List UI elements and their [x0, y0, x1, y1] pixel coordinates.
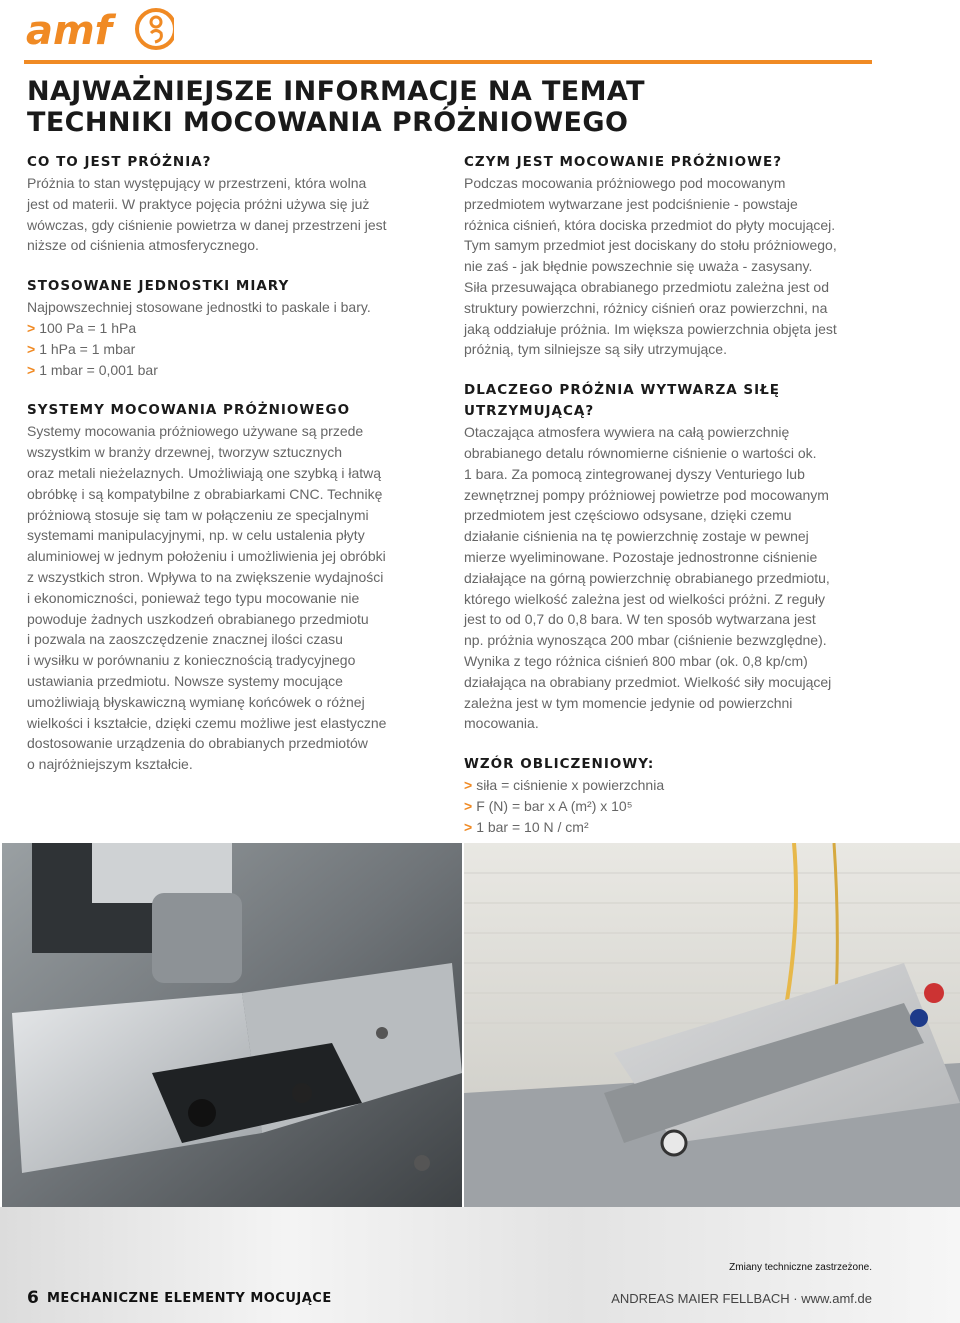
left-column: [27, 152, 447, 795]
text-line: np. próżnia wynosząca 200 mbar (ciśnienie bezwzględne).: [464, 632, 827, 649]
list-item: [27, 339, 447, 360]
text-line: oraz metali nieżelaznych. Umożliwiają one szybką i łatwą: [27, 464, 382, 481]
text-line: zewnętrznej pompy próżniowej powietrze pod mocowanym: [464, 486, 829, 503]
heading-line: DLACZEGO PRÓŻNIA WYTWARZA SIŁĘ: [464, 382, 781, 399]
section-heading: STOSOWANE JEDNOSTKI MIARY: [27, 278, 290, 295]
list-item-text: 1 hPa = 1 mbar: [39, 340, 136, 357]
list-item: [464, 775, 884, 796]
text-line: próżnią, tym silniejsze są siły utrzymujące.: [464, 341, 727, 358]
text-line: Tym samym przedmiot jest dociskany do stołu próżniowego,: [464, 237, 837, 254]
text-line: przedmiotem wytwarzane jest podciśnienie - powstaje: [464, 195, 798, 212]
text-line: niższe od ciśnienia atmosferycznego.: [27, 237, 259, 254]
text-line: powoduje żadnych uszkodzeń obrabianego przedmiotu: [27, 610, 369, 627]
text-line: i wysiłku w porównaniu z koniecznością tradycyjnego: [27, 652, 356, 669]
text-line: wielkości i kształcie, dzięki czemu możliwe jest elastyczne: [27, 714, 387, 731]
header-rule: [24, 60, 872, 64]
page-title: [27, 76, 645, 138]
text-line: 1 bara. Za pomocą zintegrowanej dyszy Venturiego lub: [464, 465, 805, 482]
photo-strip: [0, 843, 960, 1207]
section-why-force: [464, 380, 884, 734]
section-text: [464, 173, 884, 360]
text-line: jest to od 0,7 do 0,8 bara. W ten sposób wytwarzana jest: [464, 611, 816, 628]
text-line: Otaczająca atmosfera wywiera na całą powierzchnię: [464, 424, 790, 441]
arrow-icon: >: [27, 319, 36, 336]
cnc-clamping-photo: [2, 843, 462, 1207]
list-item: [464, 796, 884, 817]
text-line: systemami manipulacyjnymi, np. w celu ustalenia płyty: [27, 527, 365, 544]
page-number: 6: [27, 1288, 39, 1308]
text-line: mierze wyeliminowane. Pozostaje jednostronne ciśnienie: [464, 548, 818, 565]
text-line: Próżnia to stan występujący w przestrzeni, która wolna: [27, 175, 367, 191]
text-line: różnica ciśnień, która dociska przedmiot do płyty mocującej.: [464, 216, 836, 233]
list-item-text: 1 bar = 10 N / cm²: [476, 818, 589, 835]
text-line: Siła przesuwająca obrabianego przedmiotu zależna jest od: [464, 278, 829, 295]
text-line: wszystkim w branży drzewnej, tworzyw sztucznych: [27, 444, 343, 461]
text-line: próżniową stosuje się tam w połączeniu ze specjalnymi: [27, 506, 369, 523]
arrow-icon: >: [27, 361, 36, 378]
section-heading: CO TO JEST PRÓŻNIA?: [27, 154, 212, 170]
arrow-icon: >: [464, 777, 473, 794]
text-line: i ekonomiczności, ponieważ tego typu mocowanie nie: [27, 589, 360, 606]
section-heading: SYSTEMY MOCOWANIA PRÓŻNIOWEGO: [27, 402, 351, 419]
list-item: [27, 318, 447, 339]
section-intro: [27, 297, 447, 318]
text-line: aluminiowej w jednym położeniu i umożliwienia jej obróbki: [27, 548, 386, 565]
svg-text:amf: amf: [26, 8, 113, 54]
text-line: nie zaś - jak błędnie powszechnie się uważa - zasysany.: [464, 258, 813, 275]
section-units: [27, 276, 447, 380]
list-item: [464, 817, 884, 838]
list-item-text: 1 mbar = 0,001 bar: [39, 361, 158, 378]
section-what-is-clamping: [464, 152, 884, 360]
text-line: jaką oddziałuje próżnia. Im większa powierzchnia objęta jest: [464, 320, 837, 337]
text-line: Wynika z tego różnica ciśnień 800 mbar (ok. 0,8 kp/cm): [464, 652, 808, 669]
section-text: [27, 173, 447, 256]
amf-logo: [24, 6, 174, 54]
text-line: działanie ciśnienia na tę powierzchnię zostaje w pewnej: [464, 528, 809, 545]
text-line: struktury powierzchni, różnicy ciśnień oraz powierzchni, na: [464, 299, 828, 316]
text-line: obrabianego detalu równomierne ciśnienie o wartości ok.: [464, 444, 817, 461]
text-line: działająca na obrabiany przedmiot. Wielkość siły mocującej: [464, 673, 832, 690]
text-line: Podczas mocowania próżniowego pod mocowanym: [464, 175, 786, 191]
text-line: z wszystkich stron. Wpływa to na zwiększenie wydajności: [27, 568, 384, 585]
title-line: NAJWAŻNIEJSZE INFORMACJE NA TEMAT: [27, 76, 645, 107]
text-line: o najróżniejszym kształcie.: [27, 756, 193, 773]
arrow-icon: >: [27, 340, 36, 357]
text-line: wówczas, gdy ciśnienie powietrza w danej przestrzeni jest: [27, 216, 387, 233]
section-heading: CZYM JEST MOCOWANIE PRÓŻNIOWE?: [464, 154, 783, 170]
text-line: umożliwiają błyskawiczną wymianę końcówek o różnej: [27, 693, 365, 710]
text-line: jest od materii. W praktyce pojęcia próżni używa się już: [27, 195, 370, 212]
section-text: [464, 422, 884, 734]
list-item-text: F (N) = bar x A (m²) x 10⁵: [476, 797, 633, 814]
technical-notice: Zmiany techniczne zastrzeżone.: [729, 1262, 872, 1273]
company-info: ANDREAS MAIER FELLBACH · www.amf.de: [611, 1291, 872, 1306]
section-text: [27, 421, 447, 775]
arrow-icon: >: [464, 818, 473, 835]
list-item: [27, 360, 447, 381]
text-line: ustawiania przedmiotu. Nowsze systemy mocujące: [27, 672, 343, 689]
arrow-icon: >: [464, 797, 473, 814]
text-line: dostosowanie urządzenia do obrabianych przedmiotów: [27, 735, 368, 752]
text-line: Najpowszechniej stosowane jednostki to paskale i bary.: [27, 299, 371, 316]
section-heading: [464, 380, 884, 422]
text-line: Systemy mocowania próżniowego używane są przede: [27, 423, 364, 440]
text-line: mocowania.: [464, 715, 539, 732]
heading-line: UTRZYMUJĄCĄ?: [464, 403, 595, 420]
text-line: działające na górną powierzchnię obrabianego przedmiotu,: [464, 569, 830, 586]
section-what-is-vacuum: [27, 152, 447, 256]
title-line: TECHNIKI MOCOWANIA PRÓŻNIOWEGO: [27, 107, 629, 138]
text-line: przedmiotem jest częściowo odsysane, dzięki czemu: [464, 507, 792, 524]
footer-section-name: MECHANICZNE ELEMENTY MOCUJĄCE: [47, 1291, 332, 1306]
text-line: którego wielkość zależna jest od wielkości próżni. Z reguły: [464, 590, 826, 607]
vacuum-table-photo: [464, 843, 960, 1207]
text-line: zależna jest w tym momencie jedynie od powierzchni: [464, 694, 793, 711]
section-formula: [464, 754, 884, 837]
section-heading: WZÓR OBLICZENIOWY:: [464, 756, 655, 773]
section-systems: [27, 400, 447, 775]
text-line: obróbkę i są kompatybilne z obrabiarkami CNC. Technikę: [27, 485, 383, 502]
list-item-text: 100 Pa = 1 hPa: [39, 319, 137, 336]
right-column: [464, 152, 884, 858]
text-line: i pozwala na zaoszczędzenie znacznej ilości czasu: [27, 631, 343, 648]
list-item-text: siła = ciśnienie x powierzchnia: [476, 777, 665, 794]
